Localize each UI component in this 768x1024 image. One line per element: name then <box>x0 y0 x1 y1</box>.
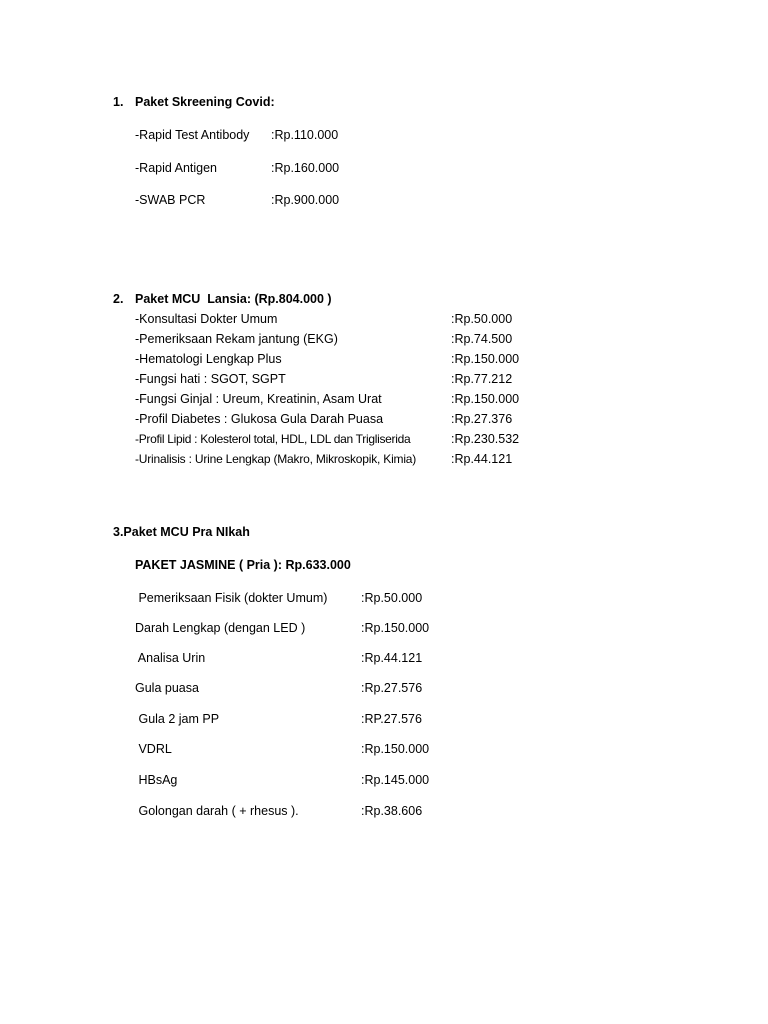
section2-item-name: -Fungsi hati : SGOT, SGPT <box>135 372 286 386</box>
section3-item-name: Golongan darah ( + rhesus ). <box>135 804 299 818</box>
section1-item-name: -Rapid Antigen <box>135 161 218 175</box>
section1-item-name: -Rapid Test Antibody <box>135 128 250 142</box>
section2-item-name: -Pemeriksaan Rekam jantung (EKG) <box>135 332 338 346</box>
section3-item-price: :Rp.38.606 <box>361 804 423 818</box>
section1-item-price: :Rp.900.000 <box>271 193 340 207</box>
section2-item-price: :Rp.44.121 <box>451 452 513 466</box>
section2-item-price: :Rp.150.000 <box>451 352 520 366</box>
section2-item-name: -Konsultasi Dokter Umum <box>135 312 278 326</box>
section1-item-price: :Rp.110.000 <box>271 128 339 142</box>
section1-title: Paket Skreening Covid: <box>135 95 275 109</box>
section3-item-price: :Rp.44.121 <box>361 651 423 665</box>
section3-item-price: :RP.27.576 <box>361 712 422 726</box>
section3-item-name: Pemeriksaan Fisik (dokter Umum) <box>135 591 328 605</box>
section2-title: Paket MCU Lansia: (Rp.804.000 ) <box>135 292 332 306</box>
section3-item-name: Gula puasa <box>135 681 199 695</box>
section3-item-name: VDRL <box>135 742 172 756</box>
section3-item-name: Analisa Urin <box>135 651 206 665</box>
section2-item-name: -Urinalisis : Urine Lengkap (Makro, Mikroskopik, Kimia) <box>135 452 417 466</box>
section3-item-price: :Rp.50.000 <box>361 591 423 605</box>
section1-item-price: :Rp.160.000 <box>271 161 340 175</box>
section3-item-name: HBsAg <box>135 773 178 787</box>
section2-number: 2. <box>113 292 124 306</box>
section2-item-price: :Rp.27.376 <box>451 412 513 426</box>
section3-item-name: Darah Lengkap (dengan LED ) <box>135 621 306 635</box>
section2-item-price: :Rp.74.500 <box>451 332 513 346</box>
section3-item-price: :Rp.150.000 <box>361 742 430 756</box>
section2-item-price: :Rp.230.532 <box>451 432 520 446</box>
section2-item-name: -Fungsi Ginjal : Ureum, Kreatinin, Asam Urat <box>135 392 382 406</box>
section3-item-name: Gula 2 jam PP <box>135 712 220 726</box>
section2-item-name: -Profil Lipid : Kolesterol total, HDL, LDL dan Trigliserida <box>135 432 411 446</box>
section3-item-price: :Rp.27.576 <box>361 681 423 695</box>
section2-item-name: -Hematologi Lengkap Plus <box>135 352 282 366</box>
section1-number: 1. <box>113 95 124 109</box>
section2-item-price: :Rp.50.000 <box>451 312 513 326</box>
section3-title: 3.Paket MCU Pra NIkah <box>113 525 250 539</box>
section2-item-name: -Profil Diabetes : Glukosa Gula Darah Puasa <box>135 412 384 426</box>
section1-item-name: -SWAB PCR <box>135 193 206 207</box>
section3-item-price: :Rp.150.000 <box>361 621 430 635</box>
section2-item-price: :Rp.150.000 <box>451 392 520 406</box>
section3-subtitle: PAKET JASMINE ( Pria ): Rp.633.000 <box>135 558 351 572</box>
section3-item-price: :Rp.145.000 <box>361 773 430 787</box>
section2-item-price: :Rp.77.212 <box>451 372 513 386</box>
